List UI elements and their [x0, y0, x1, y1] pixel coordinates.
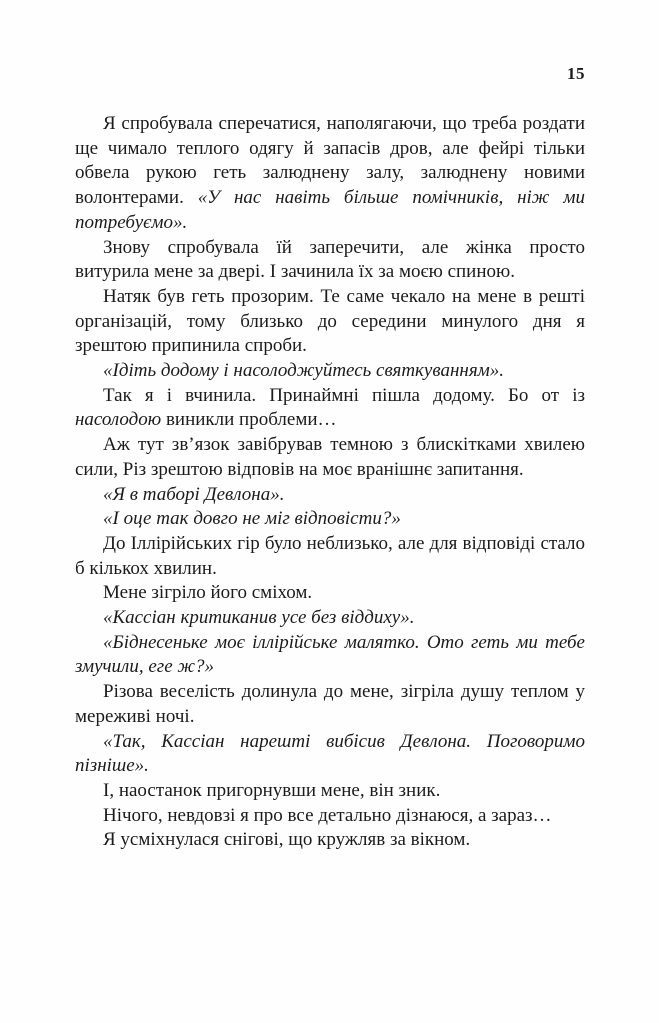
paragraph — [75, 804, 585, 829]
paragraph — [75, 507, 585, 532]
text-run: «І оце так довго не міг відповісти?» — [103, 508, 401, 530]
paragraph — [75, 730, 585, 779]
text-run: «Ідіть додому і насолоджуйтесь святкуванням». — [103, 360, 505, 382]
text-run: насолодою — [75, 409, 162, 431]
text-run: Мене зігріло його сміхом. — [103, 582, 313, 604]
text-run: «Так, Кассіан нарешті вибісив Девлона. Поговоримо пізніше». — [75, 730, 585, 777]
paragraph — [75, 236, 585, 285]
paragraph — [75, 828, 585, 853]
paragraph — [75, 433, 585, 482]
paragraph — [75, 532, 585, 581]
text-run: Знову спробувала їй заперечити, але жінка просто витурила мене за двері. І зачинила їх за моєю спиною. — [75, 236, 585, 283]
text-run: Натяк був геть прозорим. Те саме чекало на мене в решті організацій, тому близько до середини минулого дня я зрештою припинила спроби. — [75, 285, 585, 357]
paragraph — [75, 112, 585, 236]
paragraph — [75, 285, 585, 359]
paragraph — [75, 384, 585, 433]
text-run: «Я в таборі Девлона». — [103, 483, 285, 505]
paragraph — [75, 581, 585, 606]
text-run: І, наостанок пригорнувши мене, він зник. — [103, 779, 441, 801]
paragraph — [75, 631, 585, 680]
text-run: Аж тут зв’язок завібрував темною з блискітками хвилею сили, Різ зрештою відповів на моє вранішнє запитання. — [75, 434, 585, 480]
text-run: Я усміхнулася снігові, що кружляв за вікном. — [103, 829, 471, 851]
paragraph — [75, 779, 585, 804]
text-run: «Біднесеньке моє іллірійське малятко. Ото геть ми тебе змучили, еге ж?» — [75, 631, 585, 678]
text-run: Так я і вчинила. Принаймні пішла додому. Бо от із — [103, 384, 585, 406]
page-body — [75, 112, 585, 853]
text-run: Я спробувала сперечатися, наполягаючи, що треба роздати ще чимало теплого одягу й запасів дров, але фейрі тільки обвела рукою геть залюднену залу, залюднену новими волонтерами. — [75, 113, 585, 209]
text-run: «У нас навіть більше помічників, ніж ми потребуємо». — [75, 187, 586, 233]
text-run: виникли проблеми… — [161, 409, 337, 431]
paragraph — [75, 359, 585, 384]
text-run: «Кассіан критиканив усе без віддиху». — [103, 607, 415, 629]
text-run: Різова веселість долинула до мене, зігріла душу теплом у мереживі ночі. — [75, 681, 585, 727]
text-run: До Іллірійських гір було неблизько, але для відповіді стало б кількох хвилин. — [75, 532, 585, 579]
text-run: Нічого, невдовзі я про все детально дізнаюся, а зараз… — [103, 804, 552, 826]
paragraph — [75, 483, 585, 508]
paragraph — [75, 606, 585, 631]
page-number: 15 — [567, 64, 585, 83]
paragraph — [75, 680, 585, 729]
